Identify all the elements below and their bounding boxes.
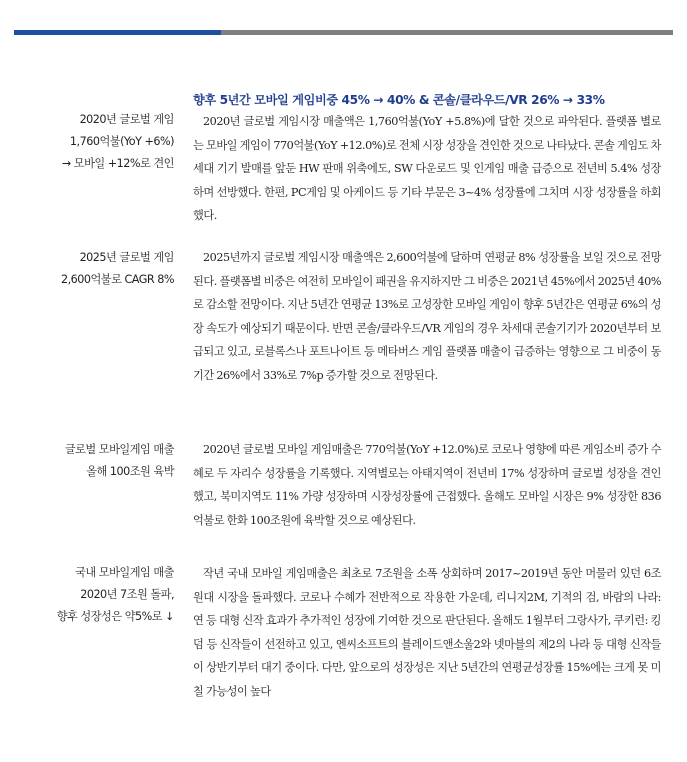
sidebar-summary-mobile-domestic xyxy=(57,562,174,628)
header-rule-accent xyxy=(14,30,221,35)
sidebar-summary-global-2020 xyxy=(62,109,174,175)
sidebar-summary-global-2025 xyxy=(61,247,174,291)
sidebar-line: 국내 모바일게임 매출 xyxy=(75,566,174,579)
sidebar-line: 글로벌 모바일게임 매출 xyxy=(64,443,174,456)
sidebar-line: 2,600억불로 CAGR 8% xyxy=(60,273,174,286)
sidebar-line: → 모바일 +12%로 견인 xyxy=(61,157,174,170)
header-rule xyxy=(14,30,673,35)
sidebar-line: 1,760억불(YoY +6%) xyxy=(69,135,174,148)
sidebar-line: 올해 100조원 육박 xyxy=(86,465,174,478)
sidebar-line: 2020년 7조원 돌파, xyxy=(80,588,174,601)
sidebar-summary-mobile-global xyxy=(65,439,174,483)
section-heading: 향후 5년간 모바일 게임비중 45% → 40% & 콘솔/클라우드/VR 26% → 33% xyxy=(193,93,605,107)
sidebar-line: 2025년 글로벌 게임 xyxy=(79,251,174,264)
paragraph-mobile-global: 2020년 글로벌 모바일 게임매출은 770억불(YoY +12.0%)로 코로나 영향에 따른 게임소비 증가 수혜로 두 자리수 성장률을 기록했다. 지역별로는 아태지역이 전년비 17% 성장하며 글로벌 성장을 견인했고, 북미지역도 11% 가량 성장하며 시장성장률에 근접했다. 올해도 모바일 시장은 9% 성장한 836억불로 한화 100조원에 육박할 것으로 예상된다. xyxy=(193,443,661,527)
sidebar-line: 2020년 글로벌 게임 xyxy=(79,113,174,126)
paragraph-mobile-domestic: 작년 국내 모바일 게임매출은 최초로 7조원을 소폭 상회하며 2017~2019년 동안 머물러 있던 6조원대 시장을 돌파했다. 코로나 수혜가 전반적으로 작용한 가운데, 리니지2M, 기적의 검, 바람의 나라: 연 등 대형 신작 효과가 추가적인 성장에 기여한 것으로 판단된다. 올해도 1월부터 그랑사가, 쿠키런: 킹덤 등 신작들이 선전하고 있고, 엔씨소프트의 블레이드앤소울2와 넷마블의 제2의 나라 등 대형 신작들이 상반기부터 대기 중이다. 다만, 앞으로의 성장성은 지난 5년간의 연평균성장률 15%에는 크게 못 미칠 가능성이 높다 xyxy=(193,567,661,698)
sidebar-line: 향후 성장성은 약5%로 ↓ xyxy=(56,610,174,623)
paragraph-global-2025: 2025년까지 글로벌 게임시장 매출액은 2,600억불에 달하며 연평균 8% 성장률을 보일 것으로 전망된다. 플랫폼별 비중은 여전히 모바일이 패권을 유지하지만 그 비중은 2021년 45%에서 2025년 40%로 감소할 전망이다. 지난 5년간 연평균 13%로 고성장한 모바일 게임이 향후 5년간은 연평균 6%의 성장 속도가 예상되기 때문이다. 반면 콘솔/클라우드/VR 게임의 경우 차세대 콘솔기기가 2020년부터 보급되고 있고, 로블록스나 포트나이트 등 메타버스 게임 플랫폼 매출이 급증하는 영향으로 그 비중이 동기간 26%에서 33%로 7%p 증가할 것으로 전망된다. xyxy=(193,251,661,382)
paragraph-global-2020: 2020년 글로벌 게임시장 매출액은 1,760억불(YoY +5.8%)에 달한 것으로 파악된다. 플랫폼 별로는 모바일 게임이 770억불(YoY +12.0%)로 전체 시장 성장을 견인한 것으로 나타났다. 콘솔 게임도 차세대 기기 발매를 앞둔 HW 판매 위축에도, SW 다운로드 및 인게임 매출 급증으로 전년비 5.4% 성장하며 선방했다. 한편, PC게임 및 아케이드 등 기타 부문은 3~4% 성장률에 그치며 시장 성장률을 하회했다. xyxy=(193,115,662,222)
